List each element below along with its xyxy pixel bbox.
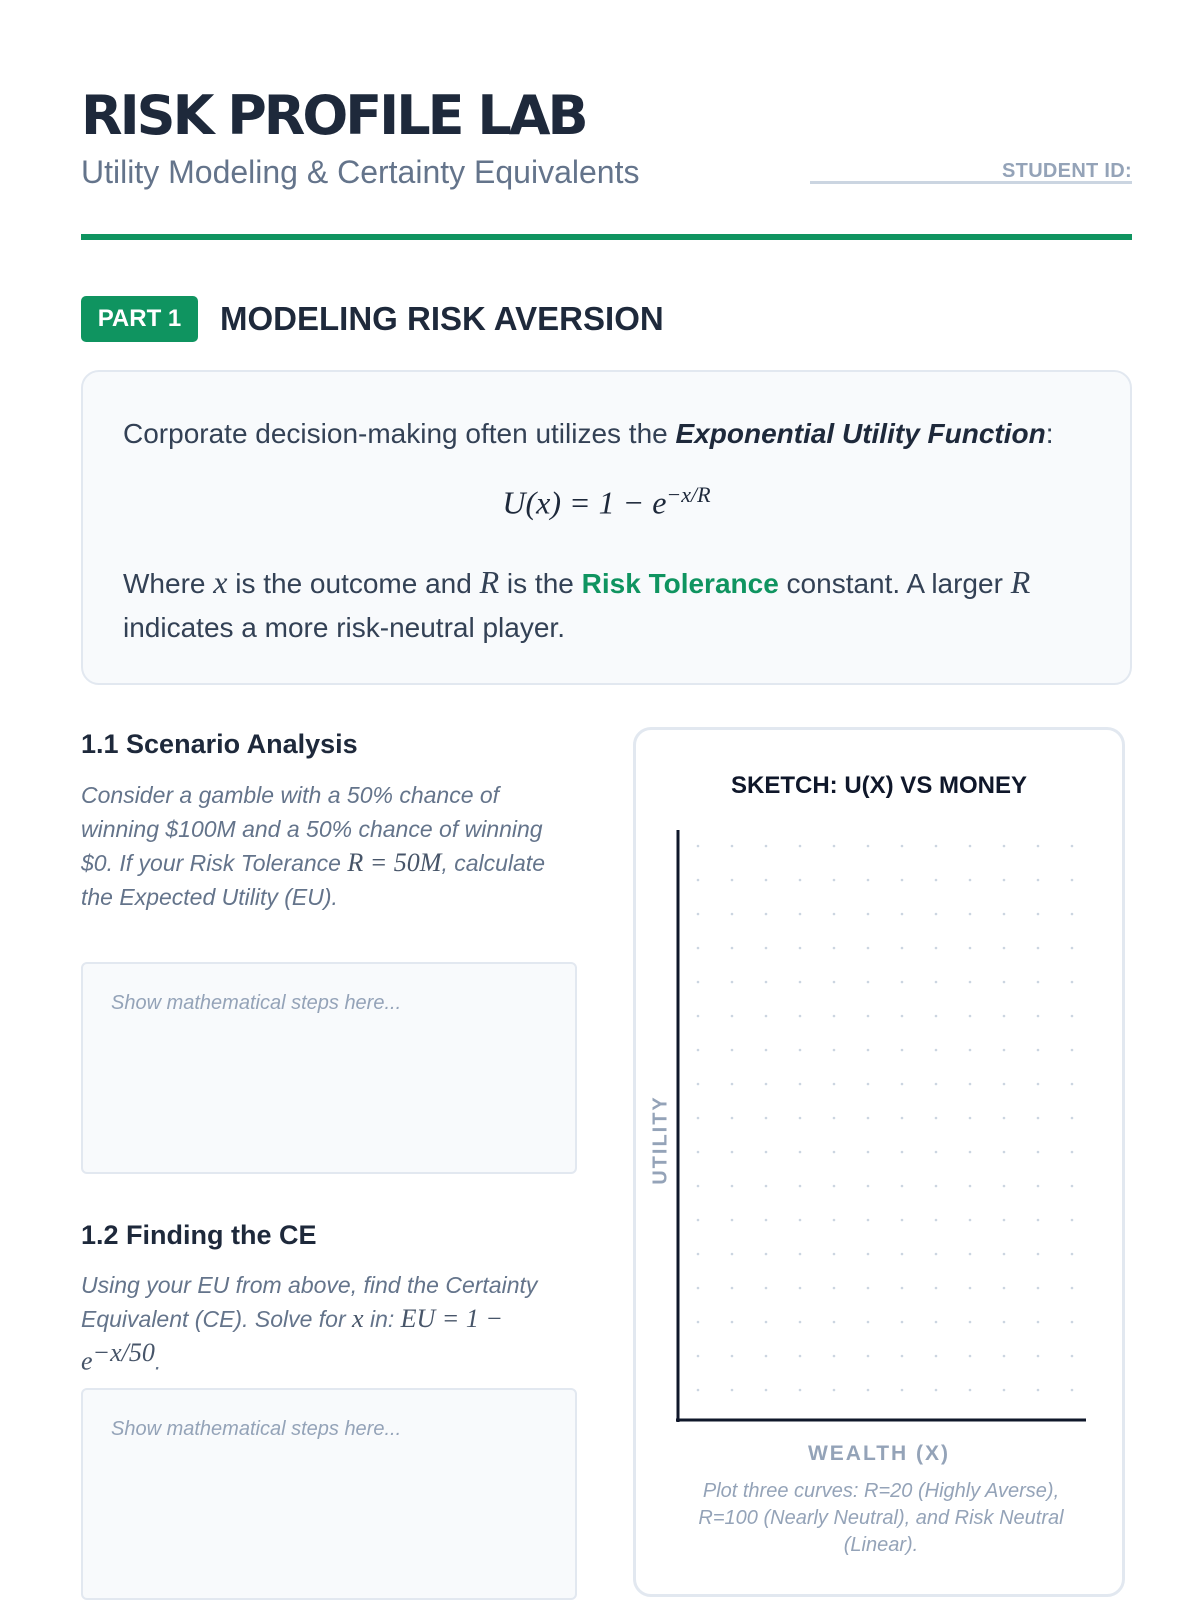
header-divider bbox=[81, 234, 1132, 240]
grid-dot bbox=[697, 913, 700, 916]
grid-dot bbox=[1071, 879, 1074, 882]
grid-dot bbox=[731, 947, 734, 950]
grid-dot bbox=[1071, 1049, 1074, 1052]
grid-dot bbox=[867, 845, 870, 848]
grid-dot bbox=[697, 1185, 700, 1188]
grid-dot bbox=[833, 879, 836, 882]
grid-dot bbox=[765, 1117, 768, 1120]
grid-dot bbox=[1003, 913, 1006, 916]
risk-tolerance-highlight: Risk Tolerance bbox=[581, 568, 779, 599]
intro-paragraph bbox=[123, 560, 1103, 650]
grid-dot bbox=[901, 913, 904, 916]
grid-dot bbox=[765, 981, 768, 984]
grid-dot bbox=[969, 1253, 972, 1256]
grid-dot bbox=[867, 879, 870, 882]
grid-dot bbox=[833, 1049, 836, 1052]
grid-dot bbox=[799, 1151, 802, 1154]
prompt-exponent: −x/50 bbox=[92, 1338, 155, 1367]
grid-dot bbox=[935, 913, 938, 916]
grid-dot bbox=[731, 879, 734, 882]
grid-dot bbox=[1071, 1219, 1074, 1222]
grid-dot bbox=[731, 1389, 734, 1392]
grid-dot bbox=[969, 1355, 972, 1358]
grid-dot bbox=[833, 981, 836, 984]
grid-dot bbox=[765, 1151, 768, 1154]
grid-dot bbox=[833, 1117, 836, 1120]
grid-dot bbox=[867, 1287, 870, 1290]
grid-dot bbox=[1003, 1185, 1006, 1188]
student-id-label: STUDENT ID: bbox=[1002, 160, 1132, 182]
grid-dot bbox=[731, 1287, 734, 1290]
grid-dot bbox=[833, 1219, 836, 1222]
grid-dot bbox=[731, 1321, 734, 1324]
grid-dot bbox=[969, 981, 972, 984]
intro-p-text: constant. A larger bbox=[778, 568, 1011, 599]
grid-dot bbox=[799, 1321, 802, 1324]
grid-dot bbox=[799, 1389, 802, 1392]
grid-dot bbox=[901, 1151, 904, 1154]
grid-dot bbox=[1037, 1355, 1040, 1358]
grid-dot bbox=[935, 1219, 938, 1222]
part-heading bbox=[81, 296, 1132, 342]
grid-dot bbox=[901, 1355, 904, 1358]
grid-dot bbox=[1071, 1389, 1074, 1392]
grid-dot bbox=[697, 1015, 700, 1018]
formula-exponent: −x/R bbox=[666, 482, 711, 507]
grid-dot bbox=[1071, 1321, 1074, 1324]
section-prompt-1-2 bbox=[81, 1268, 551, 1379]
grid-dot bbox=[867, 1219, 870, 1222]
grid-dot bbox=[935, 1083, 938, 1086]
sketch-grid[interactable] bbox=[676, 830, 1086, 1422]
grid-dot bbox=[765, 1015, 768, 1018]
grid-dot bbox=[697, 879, 700, 882]
utility-formula bbox=[83, 482, 1130, 522]
answer-box-1-2[interactable] bbox=[81, 1388, 577, 1600]
grid-dot bbox=[799, 1219, 802, 1222]
grid-dot bbox=[1037, 1049, 1040, 1052]
grid-dot bbox=[1003, 1287, 1006, 1290]
grid-dot bbox=[901, 1253, 904, 1256]
answer-placeholder: Show mathematical steps here... bbox=[111, 992, 402, 1014]
grid-dot bbox=[867, 1389, 870, 1392]
grid-dot bbox=[867, 947, 870, 950]
grid-dot bbox=[731, 1253, 734, 1256]
grid-dot bbox=[697, 1253, 700, 1256]
grid-dot bbox=[867, 1185, 870, 1188]
grid-dot bbox=[935, 879, 938, 882]
grid-dot bbox=[969, 1219, 972, 1222]
grid-dot bbox=[1071, 1253, 1074, 1256]
intro-box bbox=[81, 370, 1132, 685]
grid-dot bbox=[697, 1355, 700, 1358]
grid-dot bbox=[765, 1321, 768, 1324]
grid-dot bbox=[1003, 1015, 1006, 1018]
grid-dot bbox=[799, 1355, 802, 1358]
grid-dot bbox=[697, 947, 700, 950]
grid-dot bbox=[1037, 1151, 1040, 1154]
grid-dot bbox=[799, 1083, 802, 1086]
grid-dot bbox=[935, 1389, 938, 1392]
grid-dot bbox=[833, 1083, 836, 1086]
grid-dot bbox=[901, 1083, 904, 1086]
grid-dot bbox=[833, 1389, 836, 1392]
grid-dot bbox=[765, 1083, 768, 1086]
grid-dot bbox=[697, 1117, 700, 1120]
grid-dot bbox=[833, 1185, 836, 1188]
grid-dot bbox=[765, 1253, 768, 1256]
grid-dot bbox=[1071, 1151, 1074, 1154]
grid-dot bbox=[901, 1049, 904, 1052]
grid-dot bbox=[1071, 981, 1074, 984]
grid-dot bbox=[833, 1015, 836, 1018]
grid-dot bbox=[765, 1219, 768, 1222]
part-title: MODELING RISK AVERSION bbox=[220, 300, 664, 337]
grid-dot bbox=[833, 1253, 836, 1256]
grid-dots bbox=[697, 845, 1074, 1392]
grid-dot bbox=[1037, 1117, 1040, 1120]
grid-dot bbox=[901, 1117, 904, 1120]
prompt-text: , calculate the Expected Utility (EU). bbox=[81, 850, 545, 910]
grid-dot bbox=[1037, 1083, 1040, 1086]
intro-p-text: is the outcome and bbox=[227, 568, 480, 599]
formula-main: U(x) = 1 − e bbox=[502, 484, 667, 521]
intro-p-text: Where bbox=[123, 568, 214, 599]
grid-dot bbox=[833, 1287, 836, 1290]
section-prompt-1-1 bbox=[81, 778, 551, 914]
grid-dot bbox=[935, 1321, 938, 1324]
grid-dot bbox=[901, 1219, 904, 1222]
y-axis-label bbox=[646, 1090, 676, 1190]
grid-dot bbox=[697, 1049, 700, 1052]
grid-dot bbox=[935, 1253, 938, 1256]
grid-dot bbox=[799, 845, 802, 848]
answer-placeholder: Show mathematical steps here... bbox=[111, 1418, 402, 1440]
sketch-caption: Plot three curves: R=20 (Highly Averse), R=100 (Nearly Neutral), and Risk Neutral (Linear). bbox=[698, 1480, 1064, 1556]
grid-dot bbox=[935, 1117, 938, 1120]
grid-dot bbox=[901, 981, 904, 984]
grid-dot bbox=[1003, 1151, 1006, 1154]
grid-dot bbox=[901, 1185, 904, 1188]
grid-dot bbox=[1037, 1287, 1040, 1290]
grid-dot bbox=[901, 1321, 904, 1324]
intro-lead-end: : bbox=[1045, 418, 1054, 449]
grid-dot bbox=[935, 947, 938, 950]
prompt-math: EU = 1 − e bbox=[81, 1304, 503, 1376]
grid-dot bbox=[1037, 1015, 1040, 1018]
grid-dot bbox=[1037, 1389, 1040, 1392]
grid-dot bbox=[969, 947, 972, 950]
grid-dot bbox=[799, 879, 802, 882]
grid-dot bbox=[1003, 1355, 1006, 1358]
grid-dot bbox=[935, 1355, 938, 1358]
grid-dot bbox=[731, 981, 734, 984]
grid-dot bbox=[731, 1049, 734, 1052]
grid-dot bbox=[799, 1049, 802, 1052]
grid-dot bbox=[833, 1321, 836, 1324]
grid-dot bbox=[833, 1355, 836, 1358]
grid-dot bbox=[731, 1015, 734, 1018]
grid-dot bbox=[731, 1355, 734, 1358]
prompt-math: R = 50M bbox=[347, 848, 442, 877]
grid-dot bbox=[765, 1287, 768, 1290]
grid-dot bbox=[1003, 845, 1006, 848]
grid-dot bbox=[697, 981, 700, 984]
sketch-panel bbox=[633, 727, 1125, 1597]
student-id-field[interactable] bbox=[810, 154, 1132, 184]
grid-dot bbox=[1037, 1321, 1040, 1324]
grid-dot bbox=[867, 981, 870, 984]
worksheet-header bbox=[81, 86, 1132, 246]
grid-dot bbox=[833, 913, 836, 916]
grid-dot bbox=[1003, 1321, 1006, 1324]
grid-dot bbox=[765, 845, 768, 848]
grid-dot bbox=[969, 1185, 972, 1188]
grid-dot bbox=[697, 1321, 700, 1324]
sketch-title: SKETCH: U(X) VS MONEY bbox=[730, 772, 1027, 799]
grid-dot bbox=[1003, 879, 1006, 882]
grid-dot bbox=[867, 1083, 870, 1086]
prompt-text: Using your EU from above, find the Certainty Equivalent (CE). Solve for bbox=[81, 1272, 538, 1332]
page-subtitle: Utility Modeling & Certainty Equivalents bbox=[81, 154, 640, 190]
grid-dot bbox=[969, 1083, 972, 1086]
intro-lead-text: Corporate decision-making often utilizes the bbox=[123, 418, 676, 449]
grid-dot bbox=[901, 1389, 904, 1392]
grid-dot bbox=[799, 1253, 802, 1256]
grid-dot bbox=[867, 1253, 870, 1256]
grid-dot bbox=[1071, 1185, 1074, 1188]
grid-dot bbox=[935, 1151, 938, 1154]
grid-dot bbox=[697, 1287, 700, 1290]
grid-dot bbox=[901, 947, 904, 950]
y-axis-label-text: UTILITY bbox=[649, 1095, 672, 1185]
grid-dot bbox=[1003, 947, 1006, 950]
grid-dot bbox=[697, 1219, 700, 1222]
grid-dot bbox=[969, 1151, 972, 1154]
grid-dot bbox=[731, 1185, 734, 1188]
grid-dot bbox=[1003, 981, 1006, 984]
grid-dot bbox=[697, 845, 700, 848]
grid-dot bbox=[731, 1151, 734, 1154]
grid-dot bbox=[1071, 1083, 1074, 1086]
grid-dot bbox=[833, 845, 836, 848]
grid-dot bbox=[765, 1355, 768, 1358]
grid-dot bbox=[1003, 1389, 1006, 1392]
grid-dot bbox=[867, 1117, 870, 1120]
grid-dot bbox=[697, 1389, 700, 1392]
grid-dot bbox=[765, 1389, 768, 1392]
grid-dot bbox=[969, 1389, 972, 1392]
part-badge: PART 1 bbox=[81, 296, 198, 342]
grid-dot bbox=[765, 1049, 768, 1052]
grid-dot bbox=[1037, 879, 1040, 882]
grid-dot bbox=[799, 1185, 802, 1188]
grid-dot bbox=[1003, 1083, 1006, 1086]
grid-dot bbox=[1037, 1185, 1040, 1188]
grid-dot bbox=[1071, 1015, 1074, 1018]
grid-dot bbox=[765, 947, 768, 950]
grid-dot bbox=[1003, 1117, 1006, 1120]
intro-var-r: R bbox=[1010, 564, 1031, 600]
grid-dot bbox=[1037, 913, 1040, 916]
section-heading-1-1: 1.1 Scenario Analysis bbox=[81, 729, 358, 759]
grid-dot bbox=[935, 981, 938, 984]
grid-dot bbox=[901, 1287, 904, 1290]
grid-dot bbox=[731, 1219, 734, 1222]
grid-dot bbox=[697, 1083, 700, 1086]
grid-dot bbox=[969, 1049, 972, 1052]
x-axis-label: WEALTH (X) bbox=[807, 1442, 951, 1465]
prompt-text: . bbox=[154, 1348, 162, 1375]
intro-lead-emphasis: Exponential Utility Function bbox=[675, 418, 1046, 449]
grid-dot bbox=[799, 1117, 802, 1120]
grid-dot bbox=[935, 1015, 938, 1018]
prompt-text: Consider a gamble with a 50% chance of winning $100M and a 50% chance of winning $0. If your Risk Tolerance bbox=[81, 782, 543, 876]
intro-var-x: x bbox=[213, 564, 228, 600]
grid-dot bbox=[935, 1287, 938, 1290]
grid-dot bbox=[867, 1355, 870, 1358]
grid-dot bbox=[833, 947, 836, 950]
grid-dot bbox=[1037, 947, 1040, 950]
grid-dot bbox=[731, 845, 734, 848]
grid-dot bbox=[969, 1287, 972, 1290]
grid-dot bbox=[1003, 1219, 1006, 1222]
grid-dot bbox=[799, 913, 802, 916]
grid-dot bbox=[969, 1321, 972, 1324]
grid-dot bbox=[867, 913, 870, 916]
prompt-text: in: bbox=[363, 1306, 401, 1332]
grid-dot bbox=[969, 1117, 972, 1120]
grid-dot bbox=[867, 1321, 870, 1324]
grid-dot bbox=[697, 1151, 700, 1154]
section-heading-1-2: 1.2 Finding the CE bbox=[81, 1220, 317, 1250]
grid-dot bbox=[1071, 845, 1074, 848]
grid-dot bbox=[935, 1185, 938, 1188]
intro-p-text: indicates a more risk-neutral player. bbox=[123, 612, 565, 643]
grid-dot bbox=[1037, 1219, 1040, 1222]
intro-lead bbox=[123, 418, 1054, 450]
grid-dot bbox=[969, 845, 972, 848]
grid-dot bbox=[935, 845, 938, 848]
grid-dot bbox=[1037, 981, 1040, 984]
grid-dot bbox=[731, 1117, 734, 1120]
grid-dot bbox=[901, 879, 904, 882]
grid-dot bbox=[1003, 1049, 1006, 1052]
grid-dot bbox=[765, 1185, 768, 1188]
answer-box-1-1[interactable] bbox=[81, 962, 577, 1174]
grid-dot bbox=[731, 913, 734, 916]
grid-dot bbox=[969, 913, 972, 916]
prompt-var: x bbox=[352, 1304, 364, 1333]
intro-p-text: is the bbox=[499, 568, 582, 599]
grid-dot bbox=[867, 1049, 870, 1052]
grid-dot bbox=[731, 1083, 734, 1086]
grid-dot bbox=[1071, 1355, 1074, 1358]
grid-dot bbox=[867, 1015, 870, 1018]
grid-dot bbox=[1071, 947, 1074, 950]
grid-dot bbox=[1037, 1253, 1040, 1256]
grid-dot bbox=[765, 913, 768, 916]
intro-var-r: R bbox=[479, 564, 500, 600]
grid-dot bbox=[765, 879, 768, 882]
grid-dot bbox=[799, 981, 802, 984]
grid-dot bbox=[969, 1015, 972, 1018]
grid-dot bbox=[799, 1287, 802, 1290]
grid-dot bbox=[901, 1015, 904, 1018]
grid-dot bbox=[799, 947, 802, 950]
grid-dot bbox=[867, 1151, 870, 1154]
grid-dot bbox=[935, 1049, 938, 1052]
page-title: RISK PROFILE LAB bbox=[81, 84, 586, 147]
grid-dot bbox=[1071, 1117, 1074, 1120]
grid-dot bbox=[1003, 1253, 1006, 1256]
grid-dot bbox=[901, 845, 904, 848]
grid-dot bbox=[833, 1151, 836, 1154]
grid-dot bbox=[1037, 845, 1040, 848]
grid-dot bbox=[1071, 913, 1074, 916]
grid-dot bbox=[1071, 1287, 1074, 1290]
grid-dot bbox=[969, 879, 972, 882]
grid-dot bbox=[799, 1015, 802, 1018]
